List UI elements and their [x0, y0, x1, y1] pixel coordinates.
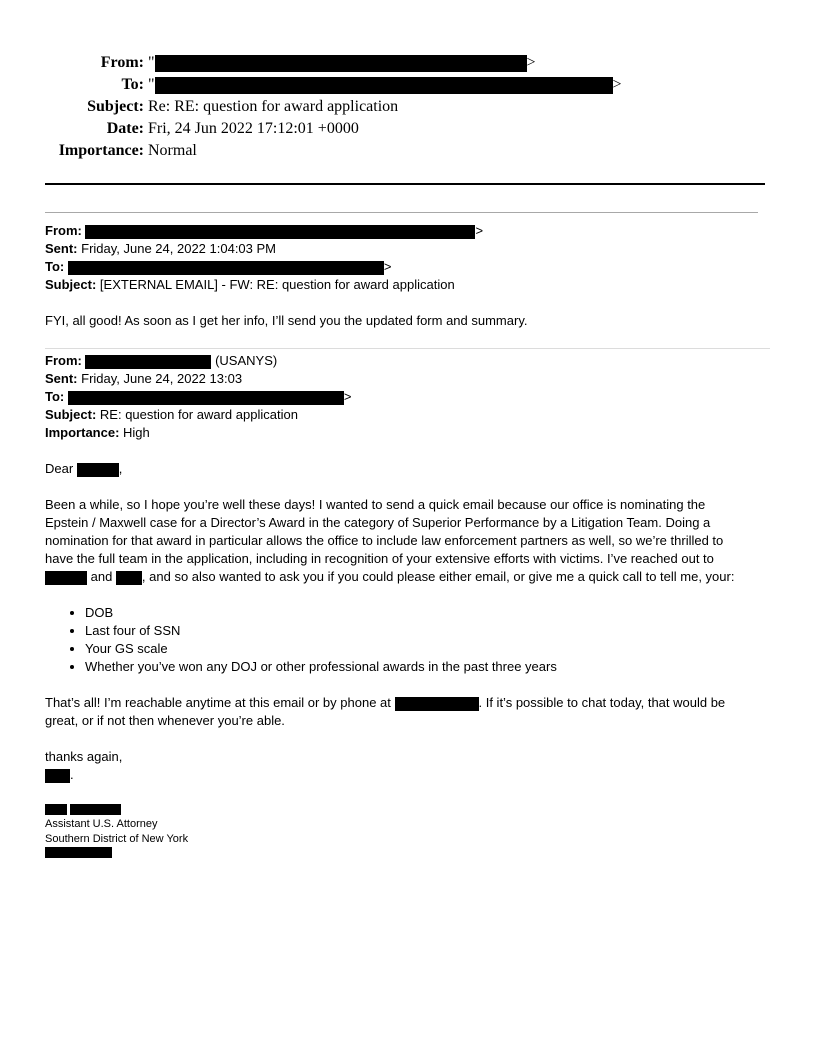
forwarded-email-1 [45, 222, 770, 330]
redaction-block [68, 391, 344, 405]
redaction-block [70, 804, 121, 815]
redaction-block [155, 55, 527, 72]
header-subject-row [0, 96, 816, 118]
email2-from-label: From: [45, 353, 82, 368]
email2-sent-label: Sent: [45, 371, 78, 386]
header-to-prefix: " [148, 76, 155, 93]
body-paragraph-1: Been a while, so I hope you’re well these days! I wanted to send a quick email because our office is nominating the Epstein / Maxwell case for a Director’s Award in the category of Superior Performance by a Litigation Team. Doing a nomination for that award in particular allows the office to include law enforcement partners as well, so we’re thrilled to have the full team in the application, including in recognition of your extensive efforts with victims. I’ve reached out to and , and so also wanted to ask you if you could please either email, or give me a quick call to tell me, your: [45, 497, 735, 584]
signature-office: Southern District of New York [45, 833, 189, 845]
email2-from-suffix: (USANYS) [211, 353, 278, 368]
email-separator [45, 212, 758, 213]
header-subject-value: Re: RE: question for award application [148, 98, 399, 115]
header-date-label: Date: [106, 120, 144, 137]
signoff: . [45, 766, 770, 784]
greeting: Dear , [45, 461, 123, 476]
email2-subject-label: Subject: [45, 407, 97, 422]
redaction-block [85, 355, 211, 369]
email1-body: FYI, all good! As soon as I get her info, I’ll send you the updated form and summary. [45, 313, 528, 328]
email1-to-row [45, 258, 770, 276]
signature-title: Assistant U.S. Attorney [45, 818, 158, 830]
redaction-block [45, 804, 67, 815]
header-to-suffix: > [612, 76, 622, 93]
email2-sent-row [45, 370, 770, 388]
email1-subject-row [45, 276, 770, 294]
list-item: • DOB [85, 604, 770, 622]
email1-to-label: To: [45, 259, 65, 274]
message-header [0, 52, 816, 162]
redaction-block [155, 77, 613, 94]
header-to-row [0, 74, 816, 96]
email2-importance-row [45, 424, 770, 442]
header-divider [45, 183, 765, 185]
email2-to-suffix: > [343, 389, 352, 404]
email1-sent-label: Sent: [45, 241, 78, 256]
redaction-block [45, 847, 112, 858]
email1-sent-value: Friday, June 24, 2022 1:04:03 PM [81, 241, 277, 256]
email-separator [45, 348, 770, 349]
redaction-block [116, 571, 142, 585]
email1-sent-row [45, 240, 770, 258]
header-from-suffix: > [526, 54, 536, 71]
redaction-block [68, 261, 384, 275]
email1-subject-value: [EXTERNAL EMAIL] - FW: RE: question for award application [99, 277, 455, 292]
email2-importance-label: Importance: [45, 425, 120, 440]
email2-subject-value: RE: question for award application [99, 407, 298, 422]
email1-to-suffix: > [383, 259, 392, 274]
header-date-value: Fri, 24 Jun 2022 17:12:01 +0000 [148, 120, 359, 137]
email2-subject-row [45, 406, 770, 424]
email2-importance-value: High [123, 425, 150, 440]
requested-info-list [45, 604, 770, 676]
header-from-row [0, 52, 816, 74]
closing: thanks again, [45, 749, 123, 764]
list-item: • Whether you’ve won any DOJ or other professional awards in the past three years [85, 658, 770, 676]
body-paragraph-2: That’s all! I’m reachable anytime at this email or by phone at . If it’s possible to chat today, that would be great, or if not then whenever you’re able. [45, 695, 726, 728]
header-importance-label: Importance: [58, 142, 144, 159]
email2-to-row [45, 388, 770, 406]
email1-from-label: From: [45, 223, 82, 238]
email2-to-label: To: [45, 389, 65, 404]
redaction-block [85, 225, 475, 239]
header-subject-label: Subject: [87, 98, 144, 115]
list-item: • Your GS scale [85, 640, 770, 658]
redaction-block [45, 571, 87, 585]
header-importance-value: Normal [148, 142, 197, 159]
email2-from-row [45, 352, 770, 370]
header-from-prefix: " [148, 54, 155, 71]
email1-from-row [45, 222, 770, 240]
redaction-block [77, 463, 119, 477]
email1-subject-label: Subject: [45, 277, 97, 292]
header-importance-row [0, 140, 816, 162]
list-item: • Last four of SSN [85, 622, 770, 640]
redaction-block [45, 769, 70, 783]
header-from-label: From: [100, 54, 144, 71]
signature-block [45, 804, 188, 860]
email2-sent-value: Friday, June 24, 2022 13:03 [81, 371, 243, 386]
header-to-label: To: [121, 76, 144, 93]
header-date-row [0, 118, 816, 140]
original-email-2 [45, 352, 770, 784]
redaction-block [395, 697, 479, 711]
email1-from-suffix: > [475, 223, 484, 238]
